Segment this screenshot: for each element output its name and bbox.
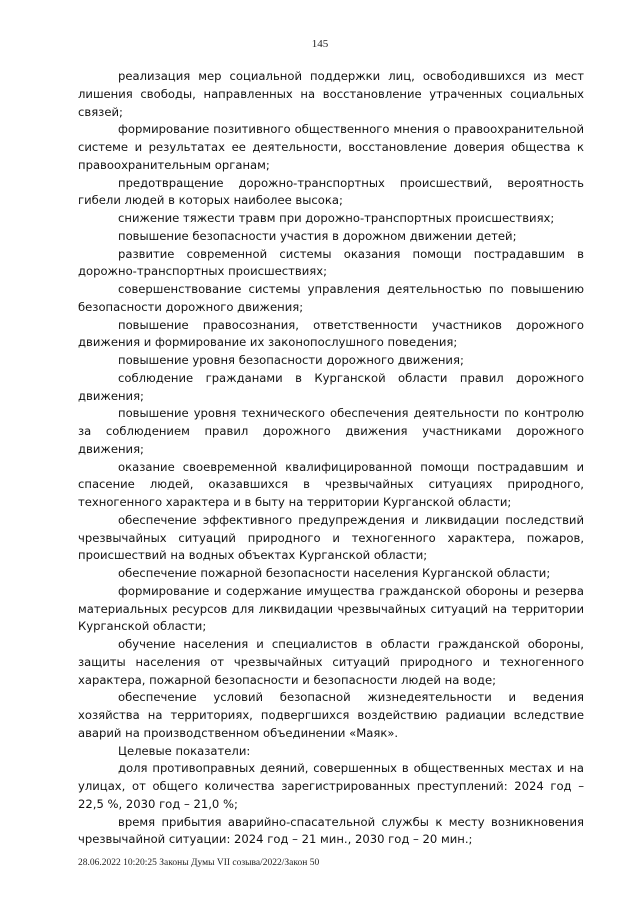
paragraph: предотвращение дорожно-транспортных происшествий, вероятность гибели людей в которых наиболее высока;: [78, 175, 584, 208]
page-number: 145: [311, 38, 329, 50]
paragraph: оказание своевременной квалифицированной помощи пострадавшим и спасение людей, оказавшихся в чрезвычайных ситуациях природного, техногенного характера и в быту на территории Курганской области;: [78, 459, 584, 509]
paragraph: обеспечение условий безопасной жизнедеятельности и ведения хозяйства на территориях, подвергшихся воздействию радиации вследствие аварий на производственном объединении «Маяк».: [78, 690, 584, 740]
paragraph: повышение безопасности участия в дорожном движении детей;: [118, 228, 517, 243]
paragraph: развитие современной системы оказания помощи пострадавшим в дорожно-транспортных происшествиях;: [78, 246, 584, 279]
paragraph: формирование позитивного общественного мнения о правоохранительной системе и результатах ее деятельности, восстановление доверия общества к правоохранительным органам;: [78, 122, 584, 172]
paragraph: соблюдение гражданами в Курганской области правил дорожного движения;: [78, 370, 584, 403]
paragraph: доля противоправных деяний, совершенных в общественных местах и на улицах, от общего количества зарегистрированных преступлений: 2024 год – 22,5 %, 2030 год – 21,0 %;: [78, 761, 584, 811]
paragraph: повышение уровня технического обеспечения деятельности по контролю за соблюдением правил дорожного движения участниками дорожного движения;: [78, 406, 584, 456]
document-body: [78, 68, 584, 849]
paragraph: время прибытия аварийно-спасательной службы к месту возникновения чрезвычайной ситуации: 2024 год – 21 мин., 2030 год – 20 мин.;: [78, 814, 584, 847]
paragraph: реализация мер социальной поддержки лиц, освободившихся из мест лишения свободы, направленных на восстановление утраченных социальных связей;: [78, 69, 584, 119]
footer-stamp: 28.06.2022 10:20:25 Законы Думы VII созыва/2022/Закон 50: [78, 858, 320, 868]
section-heading: Целевые показатели:: [118, 743, 251, 758]
paragraph: обеспечение эффективного предупреждения и ликвидации последствий чрезвычайных ситуаций природного и техногенного характера, пожаров, происшествий на водных объектах Курганской области;: [78, 512, 584, 563]
paragraph: снижение тяжести травм при дорожно-транспортных происшествиях;: [118, 211, 555, 225]
paragraph: формирование и содержание имущества гражданской обороны и резерва материальных ресурсов для ликвидации чрезвычайных ситуаций на территории Курганской области;: [78, 583, 584, 634]
paragraph: повышение уровня безопасности дорожного движения;: [118, 353, 464, 367]
paragraph: повышение правосознания, ответственности участников дорожного движения и формирование их законопослушного поведения;: [78, 317, 584, 350]
paragraph: обучение населения и специалистов в области гражданской обороны, защиты населения от чрезвычайных ситуаций природного и техногенного характера, пожарной безопасности и безопасности людей на воде;: [78, 637, 584, 687]
paragraph: совершенствование системы управления деятельностью по повышению безопасности дорожного движения;: [78, 282, 584, 314]
paragraph: обеспечение пожарной безопасности населения Курганской области;: [118, 566, 551, 580]
